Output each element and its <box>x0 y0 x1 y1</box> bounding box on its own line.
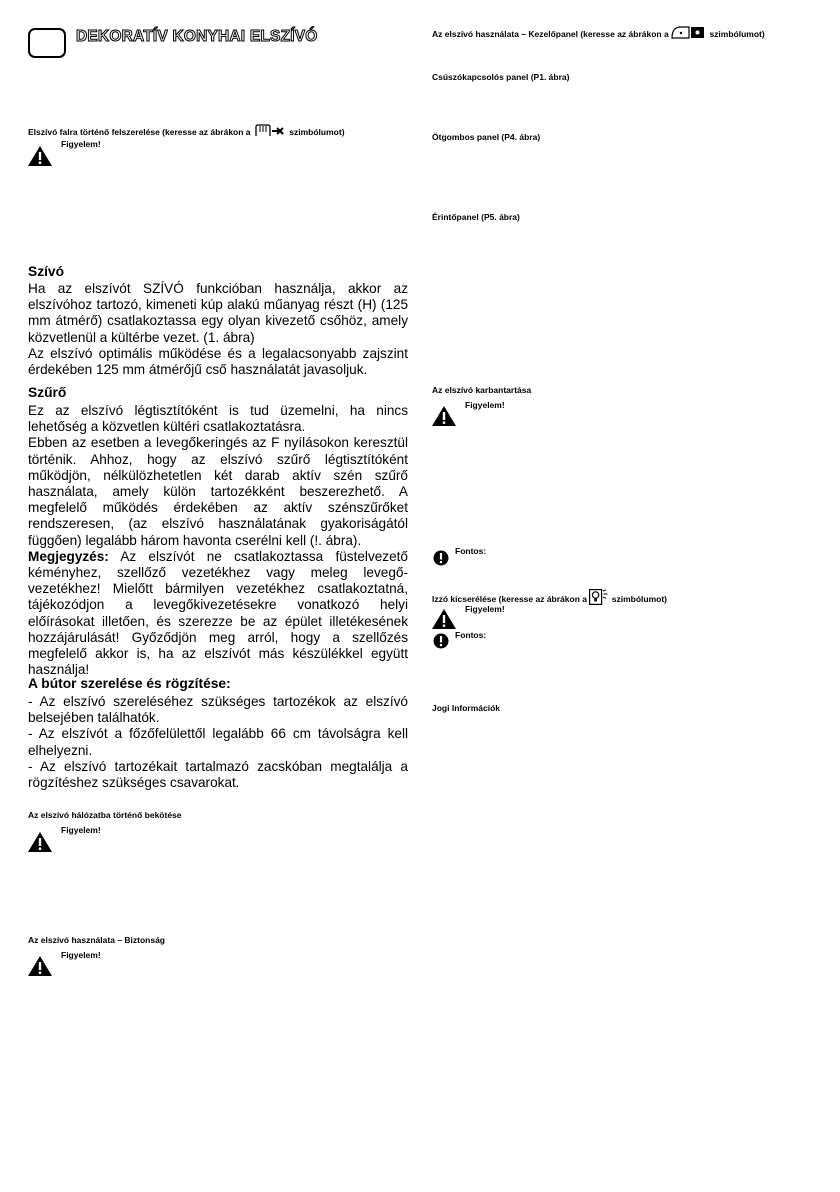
important-icon <box>433 550 449 566</box>
light-bulb-icon <box>589 589 609 605</box>
mount-list <box>28 694 408 791</box>
panel-heading <box>432 26 765 40</box>
panel-heading-text: Az elszívó használata – Kezelőpanel (keresse az ábrákon a <box>432 29 669 39</box>
panel-heading-end: szimbólumot) <box>709 29 765 39</box>
attention-label: Figyelem! <box>465 604 505 614</box>
install-heading-text: Elszívó falra történő felszerelése (keresse az ábrákon a <box>28 127 251 137</box>
szuro-paragraph-2: Ebben az esetben a levegőkeringés az F nyílásokon keresztül történik. Ahhoz, hogy az elszívó szűrő légtisztítóként működjön, nélkülözhetetlen két darab aktív szén szűrő használata, amely külön tartozékként beszerezhető. A megfelelő működés érdekében az aktív szénszűrőket rendszeresen, (az elszívó használatának gyakoriságától függően) legalább három havonta cserélni kell (!. ábra). <box>28 435 408 548</box>
szuro-paragraph-1: Ez az elszívó légtisztítóként is tud üzemelni, ha nincs lehetőség a közvetlen kültéri csatlakoztatásra. <box>28 403 408 435</box>
important-icon <box>433 633 449 649</box>
bulb-heading-text: Izzó kicserélése (keresse az ábrákon a <box>432 594 587 604</box>
szivo-paragraph-1: Ha az elszívót SZÍVÓ funkcióban használja, akkor az elszívóhoz tartozó, kimeneti kúp alakú műanyag részt (H) (125 mm átmérő) csatlakoztassa egy olyan kivezető csőhöz, amely közvetlenül a kültérbe vezet. (1. ábra) <box>28 281 408 345</box>
note-label: Megjegyzés: <box>28 548 109 564</box>
safety-heading: Az elszívó használata – Biztonság <box>28 935 165 945</box>
attention-label: Figyelem! <box>465 400 505 410</box>
important-label: Fontos: <box>455 630 487 640</box>
install-heading <box>28 124 345 138</box>
szivo-body <box>28 281 408 378</box>
note-text: Az elszívót ne csatlakoztassa füstelvezető kéményhez, szellőző vezetékhez vagy meleg levegő-vezetékhez! Mielőtt bármilyen vezetékhez csatlakoztatná, tájékozódjon a levegőkivezetésekre vonatkozó helyi előírásokat illetően, és szerezze be az épület illetékesének hozzájárulását! Győződjön meg arról, hogy a szellőzés megfelelő akkor is, ha az elszívót más készülékkel együtt használja! <box>28 548 408 678</box>
page-title: DEKORATÍV KONYHAI ELSZÍVÓ <box>76 28 318 45</box>
attention-label: Figyelem! <box>61 825 101 835</box>
mount-title: A bútor szerelése és rögzítése: <box>28 676 231 691</box>
network-heading: Az elszívó hálózatba történő bekötése <box>28 810 182 820</box>
maintenance-heading: Az elszívó karbantartása <box>432 385 532 395</box>
warning-icon <box>431 608 457 630</box>
bulb-heading <box>432 589 667 605</box>
attention-label: Figyelem! <box>61 950 101 960</box>
important-label: Fontos: <box>455 546 487 556</box>
control-panel-icon <box>671 26 707 40</box>
touch-panel-heading: Érintőpanel (P5. ábra) <box>432 212 520 222</box>
warning-icon <box>27 831 53 853</box>
bulb-heading-end: szimbólumot) <box>611 594 667 604</box>
warning-icon <box>27 955 53 977</box>
note-paragraph <box>28 549 408 679</box>
szivo-title: Szívó <box>28 264 65 279</box>
warning-icon <box>27 145 53 167</box>
szuro-body <box>28 403 408 678</box>
slider-panel-heading: Csúszókapcsolós panel (P1. ábra) <box>432 72 570 82</box>
wall-mount-icon <box>253 124 287 138</box>
attention-label: Figyelem! <box>61 139 101 149</box>
mount-item-2: - Az elszívót a főzőfelülettől legalább 66 cm távolságra kell elhelyezni. <box>28 726 408 758</box>
mount-item-3: - Az elszívó tartozékait tartalmazó zacskóban megtalálja a rögzítéshez szükséges csavarokat. <box>28 758 408 791</box>
szivo-paragraph-2: Az elszívó optimális működése és a legalacsonyabb zajszint érdekében 125 mm átmérőjű cső használatát javasoljuk. <box>28 345 408 378</box>
warning-icon <box>431 405 457 427</box>
language-code-box <box>28 28 66 58</box>
szuro-title: Szűrő <box>28 385 67 400</box>
legal-heading: Jogi Információk <box>432 703 501 713</box>
install-heading-end: szimbólumot) <box>289 127 345 137</box>
mount-item-1: - Az elszívó szereléséhez szükséges tartozékok az elszívó belsejében találhatók. <box>28 694 408 726</box>
five-button-panel-heading: Ötgombos panel (P4. ábra) <box>432 132 541 142</box>
